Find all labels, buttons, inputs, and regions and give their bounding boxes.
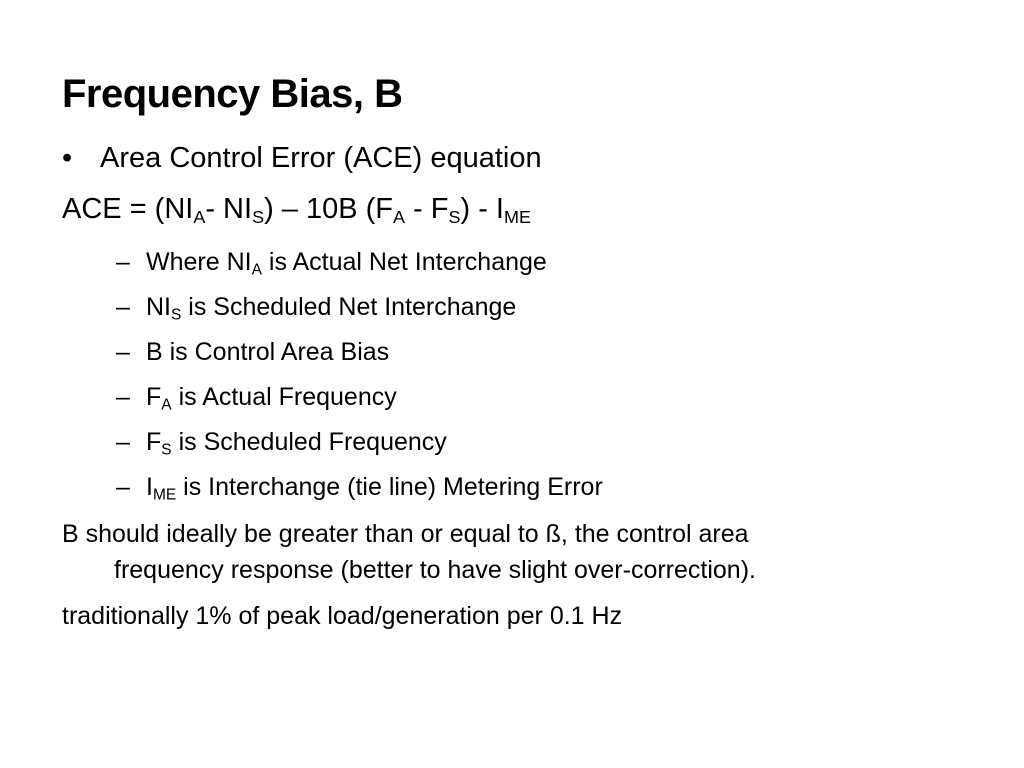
equation-part: ACE = (NI [62, 193, 194, 225]
traditional-note: traditionally 1% of peak load/generation per 0.1 Hz [62, 602, 623, 630]
definition-subscript: A [161, 396, 172, 414]
definition-text: is Scheduled Net Interchange [181, 293, 517, 321]
definition-text: is Actual Frequency [171, 383, 397, 411]
ace-equation [62, 193, 531, 226]
dash-marker: – [116, 473, 130, 501]
definition-item [116, 473, 603, 502]
definition-text: F [146, 383, 162, 411]
dash-marker: – [116, 383, 130, 411]
equation-subscript: S [252, 207, 265, 228]
equation-subscript: A [393, 207, 405, 228]
definition-text: F [146, 428, 162, 456]
bias-note-line: B should ideally be greater than or equal to ß, the control area [62, 520, 749, 548]
bullet-text: Area Control Error (ACE) equation [100, 142, 542, 174]
equation-subscript: ME [504, 207, 531, 228]
dash-marker: – [116, 338, 130, 366]
equation-subscript: A [193, 207, 206, 228]
equation-part: - NI [205, 193, 253, 225]
bullet-marker: • [62, 142, 73, 174]
equation-part: - F [405, 193, 449, 225]
equation-part: ) - I [460, 193, 504, 225]
slide-title: Frequency Bias, B [62, 72, 403, 116]
definition-text: B is Control Area Bias [146, 338, 390, 366]
dash-marker: – [116, 428, 130, 456]
bullet-item [62, 142, 542, 175]
equation-part: ) – 10B (F [264, 193, 393, 225]
definition-item [116, 248, 547, 277]
definition-text: is Scheduled Frequency [171, 428, 447, 456]
definition-text: Where NI [146, 248, 252, 276]
definition-item [116, 338, 389, 367]
dash-marker: – [116, 293, 130, 321]
definition-item [116, 428, 447, 457]
definition-text: NI [146, 293, 171, 321]
definition-subscript: A [251, 261, 262, 279]
definition-subscript: S [171, 306, 182, 324]
definition-item [116, 383, 397, 412]
dash-marker: – [116, 248, 130, 276]
definition-subscript: ME [152, 486, 177, 504]
definition-text: is Actual Net Interchange [261, 248, 547, 276]
definition-text: is Interchange (tie line) Metering Error [176, 473, 603, 501]
definition-subscript: S [161, 441, 172, 459]
bias-note [62, 516, 756, 588]
definition-text: I [146, 473, 153, 501]
equation-subscript: S [448, 207, 461, 228]
definition-item [116, 293, 516, 322]
bias-note-continuation: frequency response (better to have slight over-correction). [114, 556, 756, 584]
